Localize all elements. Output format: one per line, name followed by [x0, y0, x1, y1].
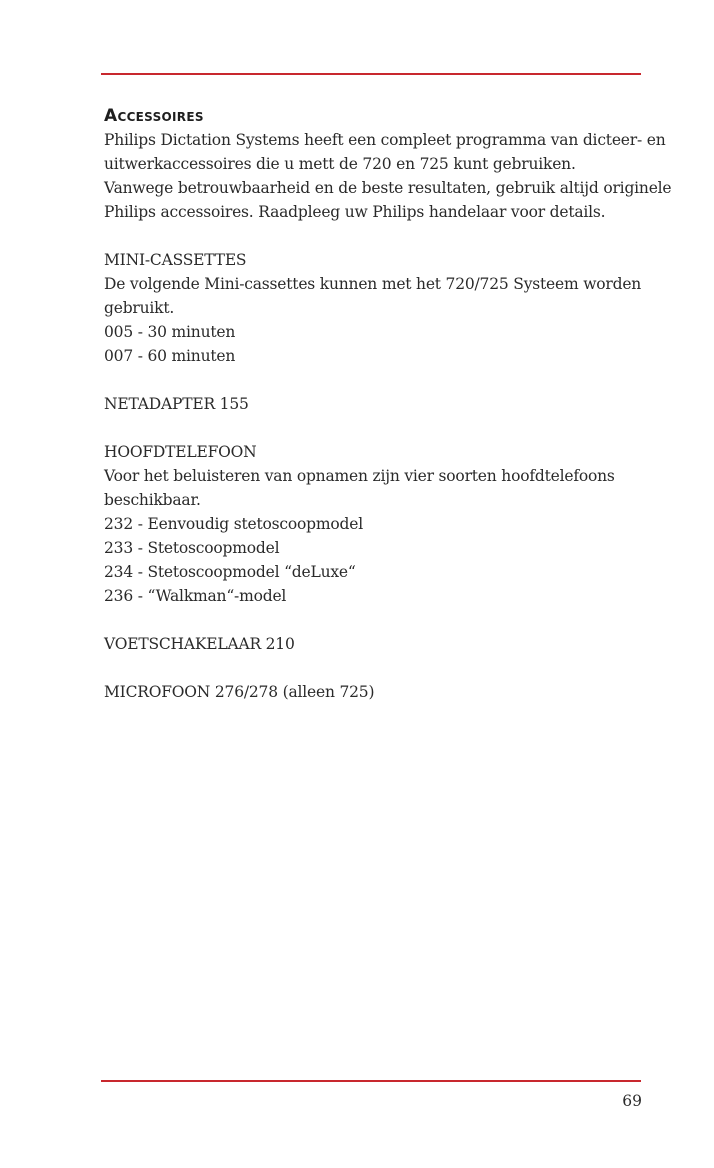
section-line: beschikbaar.	[104, 491, 201, 509]
list-item: 005 - 30 minuten	[104, 323, 236, 341]
section-voetschakelaar	[104, 632, 644, 656]
intro-line: uitwerkaccessoires die u mett de 720 en 725 kunt gebruiken.	[104, 155, 576, 173]
list-item: 007 - 60 minuten	[104, 347, 236, 365]
page-number: 69	[622, 1092, 642, 1110]
section-microfoon	[104, 680, 644, 704]
page-content	[104, 104, 672, 704]
section-title: MINI-CASSETTES	[104, 251, 247, 269]
intro-line: Philips Dictation Systems heeft een compleet programma van dicteer- en	[104, 131, 666, 149]
list-item: 236 - “Walkman“-model	[104, 587, 287, 605]
section-line: De volgende Mini-cassettes kunnen met het 720/725 Systeem worden	[104, 275, 642, 293]
section-title: VOETSCHAKELAAR 210	[104, 635, 295, 653]
spacer	[104, 608, 644, 632]
intro-line: Vanwege betrouwbaarheid en de beste resultaten, gebruik altijd originele	[104, 179, 672, 197]
bottom-divider	[101, 1080, 641, 1082]
top-divider	[101, 73, 641, 75]
list-item: 232 - Eenvoudig stetoscoopmodel	[104, 515, 363, 533]
section-mini-cassettes	[104, 248, 644, 368]
intro-line: Philips accessoires. Raadpleeg uw Philips handelaar voor details.	[104, 203, 606, 221]
section-netadapter	[104, 392, 644, 416]
section-line: gebruikt.	[104, 299, 175, 317]
spacer	[104, 416, 644, 440]
section-title: HOOFDTELEFOON	[104, 443, 257, 461]
section-title: MICROFOON 276/278 (alleen 725)	[104, 683, 375, 701]
spacer	[104, 224, 644, 248]
section-hoofdtelefoon	[104, 440, 644, 608]
section-title: NETADAPTER 155	[104, 395, 249, 413]
intro-paragraph	[104, 128, 672, 224]
spacer	[104, 656, 644, 680]
page-title: Accessoires	[104, 106, 204, 126]
section-line: Voor het beluisteren van opnamen zijn vier soorten hoofdtelefoons	[104, 467, 615, 485]
list-item: 234 - Stetoscoopmodel “deLuxe“	[104, 563, 356, 581]
spacer	[104, 368, 644, 392]
list-item: 233 - Stetoscoopmodel	[104, 539, 280, 557]
